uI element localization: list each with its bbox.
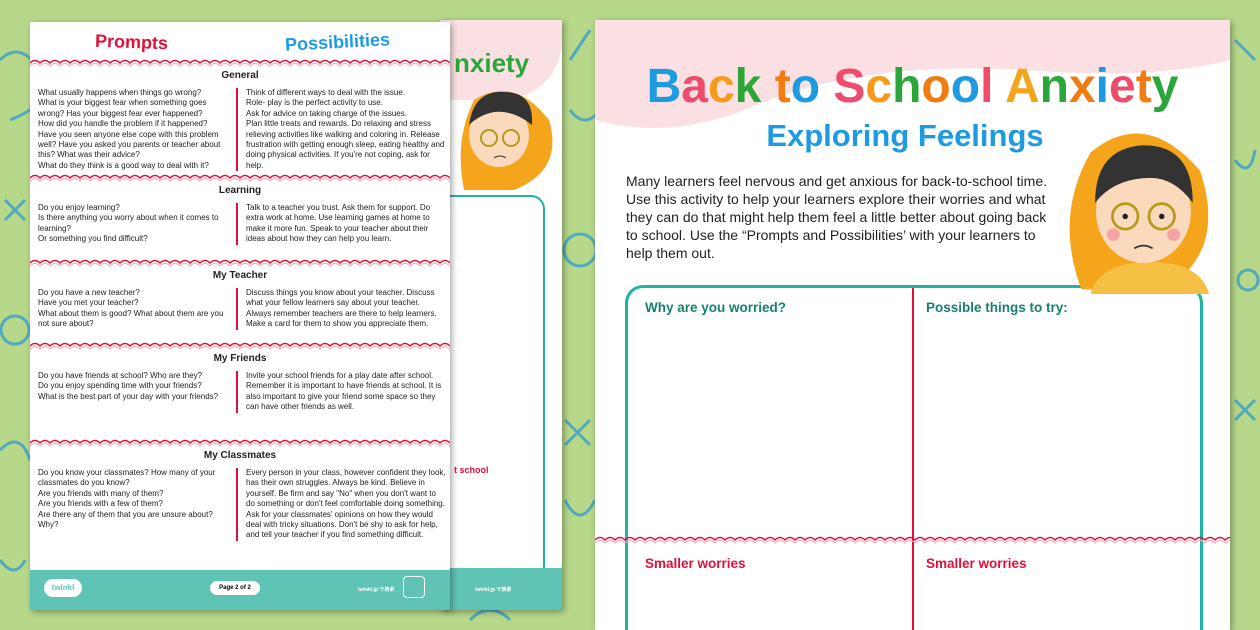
worksheet-title	[595, 60, 1230, 114]
section	[30, 58, 450, 173]
twinkl-logo: twinkl	[44, 579, 82, 597]
title-letter: a	[681, 60, 708, 113]
title-letter: t	[1135, 60, 1152, 113]
section	[30, 341, 450, 438]
title-letter: y	[1151, 60, 1179, 113]
title-letter	[820, 60, 833, 113]
title-letter: h	[892, 60, 922, 113]
page-footer	[30, 568, 450, 610]
worries-grid	[625, 285, 1203, 630]
section-prompts: Do you have a new teacher? Have you met your teacher? What about them is good? What about them are you not sure about?	[38, 288, 224, 329]
smaller-worries-right-label: Smaller worries	[926, 556, 1027, 571]
title-letter: e	[1109, 60, 1136, 113]
section-title: General	[221, 70, 259, 81]
things-to-try-label: Possible things to try:	[926, 300, 1068, 315]
section-prompts: What usually happens when things go wrong? What is your biggest fear when something goes wrong? Has your biggest fear ever happened? How did you handle the problem if it happened? Have you seen anyone else cope with this problem well? Have you asked you parents or teacher about this? What was their advice? What do they think is a good way to deal with it?	[38, 88, 221, 170]
badge-icon	[403, 576, 425, 598]
section	[30, 258, 450, 341]
why-worried-label: Why are you worried?	[645, 300, 787, 315]
prompts-possibilities-page	[30, 22, 450, 610]
section-possibilities: Every person in your class, however confident they look, has their own struggles. Always be kind. Believe in yourself. Be firm and say "No" when you don't want to do something or don't feel comfortable doing something. Ask for your classmates' opinions on how they would deal with tricky situations. Don't be shy to ask for help, and tell your teacher if you find something difficult.	[246, 468, 446, 540]
section-possibilities: Think of different ways to deal with the issue. Role- play is the perfect activity to use. Ask for advice on taking charge of the issues. Plan little treats and rewards. Do relaxing and stress relieving activities like walking and coloring in. Release frustration with getting enough sleep, eating healthy and doing physical activities. If you're not coping, ask for help.	[246, 88, 445, 170]
middle-label-fragment: t school	[454, 465, 489, 475]
wavy-divider	[30, 341, 450, 351]
possibilities-heading: Possibilities	[284, 29, 391, 55]
smaller-worries-left-label: Smaller worries	[645, 556, 746, 571]
section	[30, 438, 450, 558]
title-letter: A	[1004, 60, 1040, 113]
title-letter: c	[865, 60, 893, 113]
section-title: My Classmates	[203, 450, 277, 461]
section-title: My Friends	[213, 353, 267, 364]
worksheet-page	[595, 20, 1230, 630]
title-letter: o	[921, 60, 951, 113]
title-letter	[761, 60, 774, 113]
page-number: Page 2 of 2	[210, 581, 260, 595]
section	[30, 173, 450, 258]
title-letter: S	[833, 60, 866, 113]
title-letter	[993, 60, 1005, 113]
middle-footer-site: twinkl.jp で検索	[475, 587, 512, 593]
title-letter: k	[734, 60, 762, 113]
wavy-divider	[595, 535, 1230, 545]
prompts-heading: Prompts	[94, 30, 169, 54]
title-letter: t	[774, 60, 791, 113]
section-prompts: Do you have friends at school? Who are they? Do you enjoy spending time with your friends? What is the best part of your day with your friends?	[38, 371, 219, 401]
title-letter: o	[950, 60, 981, 113]
worried-boy-illustration	[454, 80, 554, 192]
title-letter: i	[1095, 60, 1110, 113]
wavy-divider	[30, 438, 450, 448]
worksheet-subtitle: Exploring Feelings	[766, 118, 1044, 153]
wavy-divider	[30, 58, 450, 68]
worried-boy-illustration	[1063, 116, 1223, 294]
middle-title-fragment: nxiety	[454, 48, 530, 78]
wavy-divider	[30, 258, 450, 268]
title-letter: n	[1039, 60, 1069, 113]
title-letter: x	[1068, 60, 1096, 113]
title-letter: l	[980, 60, 994, 113]
section-prompts: Do you know your classmates? How many of your classmates do you know? Are you friends with many of them? Are you friends with a few of them? Are there any of them that you are unsure about? Why?	[38, 468, 216, 530]
section-title: Learning	[218, 185, 262, 196]
title-letter: B	[646, 60, 682, 113]
section-possibilities: Talk to a teacher you trust. Ask them for support. Do extra work at home. Use learning games at home to make it more fun. Speak to your teacher about their ideas about how they can help you learn.	[246, 203, 431, 244]
section-possibilities: Discuss things you know about your teacher. Discuss what your fellow learners say about your teacher. Always remember teachers are there to help learners. Make a card for them to show you appreciate them.	[246, 288, 437, 329]
title-letter: o	[790, 60, 821, 113]
title-letter: c	[707, 60, 735, 113]
wavy-divider	[30, 173, 450, 183]
section-possibilities: Invite your school friends for a play date after school. Remember it is important to have friends at school. It is also important to give your friend some space so they can have other friends as well.	[246, 371, 442, 412]
footer-site: twinkl.jp で検索	[358, 587, 395, 593]
middle-page-preview	[440, 20, 562, 610]
intro-paragraph: Many learners feel nervous and get anxious for back-to-school time. Use this activity to help your learners explore their worries and what they can do that might help them feel a little better about going back to school. Use the “Prompts and Possibilities’ with your learners to help them out.	[626, 173, 1047, 261]
section-prompts: Do you enjoy learning? Is there anything you worry about when it comes to learning? Or something you find difficult?	[38, 203, 219, 244]
section-title: My Teacher	[212, 270, 268, 281]
